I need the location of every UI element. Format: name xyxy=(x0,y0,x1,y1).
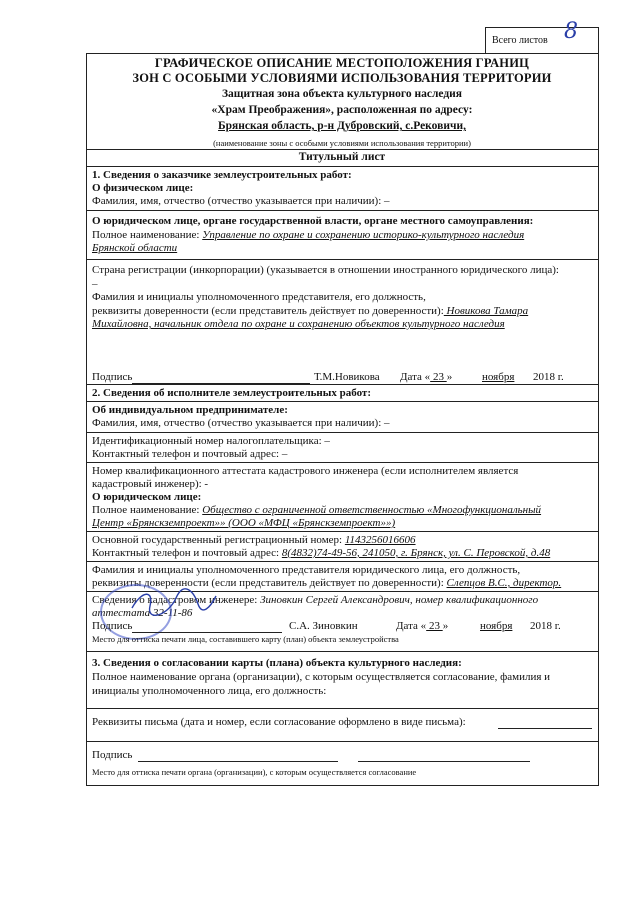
s1-rep-line2 xyxy=(92,305,592,318)
s1-fullname xyxy=(92,229,592,242)
s2-engineer-label: Сведения о кадастровом инженере: xyxy=(92,594,261,606)
s2-rep-value: Слепцов В.С., директор. xyxy=(446,577,562,589)
s1-rep-line1: Фамилия и инициалы уполномоченного представителя, его должность, xyxy=(92,291,426,303)
s1-country: Страна регистрации (инкорпорации) (указывается в отношении иностранного юридического лица): xyxy=(92,264,559,276)
s2-contact-value: 8(4832)74-49-56, 241050, г. Брянск, ул. С. Перовской, д.48 xyxy=(281,547,551,559)
s1-sign-label: Подпись xyxy=(92,371,133,383)
total-sheets-count: 8 xyxy=(564,19,578,44)
s2-engineer-value-2: аттестата 32-11-86 xyxy=(92,607,193,619)
sheet-title: Титульный лист xyxy=(298,151,386,163)
s2-date-day: 23 xyxy=(426,620,443,632)
s3-stamp-note: Место для оттиска печати органа (организации), с которым осуществляется согласование xyxy=(92,767,417,777)
s2-fullname-value-2: Центр «Брянскземпроект»» (ООО «МФЦ «Брянскземпроект»») xyxy=(92,517,396,529)
s2-legal-heading: О юридическом лице: xyxy=(92,491,202,503)
signature-mark xyxy=(128,586,218,620)
s2-date-mid: » xyxy=(442,620,449,632)
s2-date xyxy=(396,620,448,633)
s1-date-year: 2018 г. xyxy=(533,371,564,383)
s2-fullname xyxy=(92,504,592,517)
s2-engineer-value: Зиновкин Сергей Александрович, номер квалификационного xyxy=(260,594,539,606)
s2-rep-line1: Фамилия и инициалы уполномоченного представителя юридического лица, его должность, xyxy=(92,564,521,576)
s2-inn: Идентификационный номер налогоплательщика: – xyxy=(92,435,330,447)
s1-rep-value-2: Михайловна, начальник отдела по охране и сохранению объектов культурного наследия xyxy=(92,318,505,330)
s2-ogrn xyxy=(92,534,592,547)
divider xyxy=(86,401,598,402)
s2-fullname-label: Полное наименование: xyxy=(92,504,203,516)
s1-date-mid: » xyxy=(446,371,453,383)
s1-fullname-value-2: Брянской области xyxy=(92,242,178,254)
s2-contact-label: Контактный телефон и почтовый адрес: xyxy=(92,547,282,559)
s3-letter-line xyxy=(498,728,592,729)
s1-date-day: 23 xyxy=(430,371,447,383)
s1-date-month: ноября xyxy=(482,371,515,383)
s2-title: 2. Сведения об исполнителе землеустроительных работ: xyxy=(92,387,372,399)
s2-ind-heading: Об индивидуальном предпринимателе: xyxy=(92,404,288,416)
s2-ogrn-value: 1143256016606 xyxy=(344,534,416,546)
doc-title-line2: ЗОН С ОСОБЫМИ УСЛОВИЯМИ ИСПОЛЬЗОВАНИЯ ТЕРРИТОРИИ xyxy=(132,71,552,85)
s1-sign-name: Т.М.Новикова xyxy=(314,371,380,383)
s2-date-month: ноября xyxy=(480,620,513,632)
s1-date-label: Дата « xyxy=(400,371,431,383)
divider xyxy=(86,432,598,433)
s2-date-label: Дата « xyxy=(396,620,427,632)
s2-ogrn-label: Основной государственный регистрационный номер: xyxy=(92,534,345,546)
s1-title: 1. Сведения о заказчике землеустроительных работ: xyxy=(92,169,352,181)
s2-qual-1: Номер квалификационного аттестата кадастрового инженера (если исполнителем является xyxy=(92,465,519,477)
s3-full-2: инициалы уполномоченного лица, его должность: xyxy=(92,685,327,697)
s3-letter: Реквизиты письма (дата и номер, если согласование оформлено в виде письма): xyxy=(92,716,466,728)
s1-date xyxy=(400,371,452,384)
s2-sign-name: С.А. Зиновкин xyxy=(289,620,358,632)
s3-sign-line xyxy=(138,761,338,762)
s2-contacts: Контактный телефон и почтовый адрес: – xyxy=(92,448,288,460)
s1-country-value: – xyxy=(92,278,98,290)
zone-line2: «Храм Преображения», расположенная по адресу: xyxy=(211,104,473,116)
zone-line1: Защитная зона объекта культурного наследия xyxy=(221,88,463,100)
s3-sign-label: Подпись xyxy=(92,749,133,761)
s1-fullname-value: Управление по охране и сохранению историко-культурного наследия xyxy=(202,229,525,241)
s2-ind-fio: Фамилия, имя, отчество (отчество указывается при наличии): – xyxy=(92,417,390,429)
divider xyxy=(86,259,598,260)
divider xyxy=(86,149,598,150)
divider xyxy=(86,741,598,742)
divider xyxy=(86,708,598,709)
s2-fullname-value: Общество с ограниченной ответственностью «Многофункциональный xyxy=(202,504,542,516)
s1-rep-value: Новикова Тамара xyxy=(443,305,529,317)
total-sheets-label: Всего листов xyxy=(492,35,548,46)
s2-rep-label: реквизиты доверенности (если представитель действует по доверенности): xyxy=(92,577,447,589)
s2-sign-label: Подпись xyxy=(92,620,133,632)
divider xyxy=(86,210,598,211)
zone-note: (наименование зоны с особыми условиями использования территории) xyxy=(213,138,471,148)
s2-qual-2: кадастровый инженер): - xyxy=(92,478,209,490)
zone-line3: Брянская область, р-н Дубровский, с.Рековичи, xyxy=(218,120,466,132)
s3-title: 3. Сведения о согласовании карты (плана) объекта культурного наследия: xyxy=(92,657,462,669)
divider xyxy=(86,384,598,385)
s1-rep-label: реквизиты доверенности (если представитель действует по доверенности): xyxy=(92,305,444,317)
s3-full-1: Полное наименование органа (организации), с которым осуществляется согласование, фамилия и xyxy=(92,671,551,683)
s1-phys-heading: О физическом лице: xyxy=(92,182,194,194)
divider xyxy=(86,166,598,167)
s3-name-line xyxy=(358,761,530,762)
doc-title-line1: ГРАФИЧЕСКОЕ ОПИСАНИЕ МЕСТОПОЛОЖЕНИЯ ГРАНИЦ xyxy=(154,56,530,70)
divider xyxy=(86,561,598,562)
s1-legal-heading: О юридическом лице, органе государственной власти, органе местного самоуправления: xyxy=(92,215,534,227)
s1-phys-fio: Фамилия, имя, отчество (отчество указывается при наличии): – xyxy=(92,195,390,207)
divider xyxy=(86,531,598,532)
s2-stamp-note: Место для оттиска печати лица, составившего карту (план) объекта землеустройства xyxy=(92,634,399,644)
s1-fullname-label: Полное наименование: xyxy=(92,229,203,241)
divider xyxy=(86,651,598,652)
s2-contact xyxy=(92,547,592,560)
s2-date-year: 2018 г. xyxy=(530,620,561,632)
divider xyxy=(86,462,598,463)
total-sheets-box xyxy=(485,19,599,54)
